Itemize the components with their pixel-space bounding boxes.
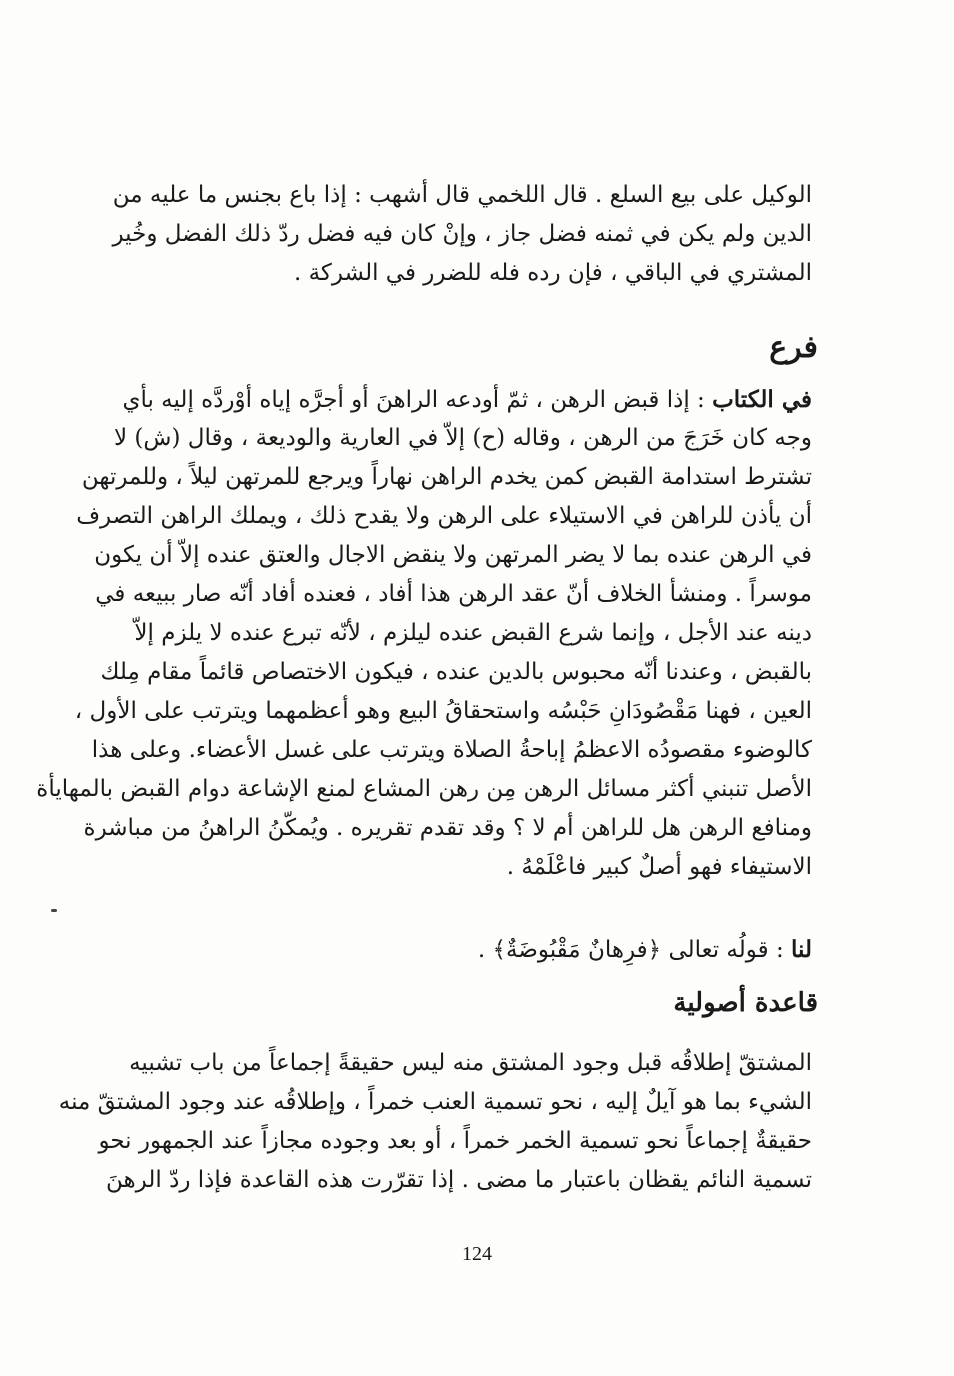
paragraph-line: أن يأذن للراهن في الاستيلاء على الرهن ولا يقدح ذلك ، ويملك الراهن التصرف (76, 503, 812, 529)
paragraph-line: المشتقّ إطلاقُه قبل وجود المشتق منه ليس حقيقةً إجماعاً من باب تشبيه (129, 1050, 812, 1076)
paragraph-wakil (112, 176, 812, 293)
paragraph-mushtaq (58, 1044, 812, 1200)
page-number: 124 (462, 1243, 492, 1265)
paragraph-line: الدين ولم يكن في ثمنه فضل جاز ، وإنْ كان فيه فضل ردّ ذلك الفضل وخُير (112, 221, 812, 247)
paragraph-line: المشتري في الباقي ، فإن رده فله للضرر في الشركة . (293, 260, 812, 286)
paragraph-lana (118, 930, 812, 969)
paragraph-line (118, 930, 812, 969)
paragraph-line: العين ، فهنا مَقْصُودَانِ حَبْسُه واستحقاقُ البيع وهو أعظمهما ويترتب على الأول ، (74, 698, 812, 724)
lead-label-lana: لنا (791, 936, 812, 963)
paragraph-line: تشترط استدامة القبض كمن يخدم الراهن نهاراً ويرجع للمرتهن ليلاً ، وللمرتهن (81, 464, 812, 490)
paragraph-line: بالقبض ، وعندنا أنّه محبوس بالدين عنده ، فيكون الاختصاص قائماً مقام مِلك (100, 659, 812, 685)
quran-quote: : قولُه تعالى ﴿فرِهانٌ مَقْبُوضَةٌ﴾ . (477, 937, 792, 963)
paragraph-line: ومنافع الرهن هل للراهن أم لا ؟ وقد تقدم تقريره . ويُمكّنُ الراهنُ من مباشرة (83, 815, 812, 841)
paragraph-line: موسراً . ومنشأ الخلاف أنّ عقد الرهن هذا أفاد ، فعنده أفاد أنّه صار ببيعه في (95, 581, 812, 607)
paragraph-line: في الرهن عنده بما لا يضر المرتهن ولا ينقض الاجال والعتق عنده إلاّ أن يكون (94, 542, 812, 568)
paragraph-line (118, 380, 812, 419)
paragraph-line: الوكيل على بيع السلع . قال اللخمي قال أشهب : إذا باع بجنس ما عليه من (112, 182, 812, 208)
paragraph-line: تسمية النائم يقظان باعتبار ما مضى . إذا تقرّرت هذه القاعدة فإذا ردّ الرهنَ (106, 1167, 812, 1193)
paragraph-line: كالوضوء مقصودُه الاعظمُ إباحةُ الصلاة ويترتب على غسل الأعضاء. وعلى هذا (91, 737, 812, 763)
paragraph-line: حقيقةٌ إجماعاً نحو تسمية الخمر خمراً ، أو بعد وجوده مجازاً عند الجمهور نحو (98, 1128, 812, 1154)
section-heading-far: فرع (769, 330, 818, 365)
first-line-text: : إذا قبض الرهن ، ثمّ أودعه الراهنَ أو أجرَّه إياه أوْردَّه إليه بأي (122, 387, 713, 413)
scan-speck (51, 909, 57, 912)
paragraph-line: الأصل تنبني أكثر مسائل الرهن مِن رهن المشاع لمنع الإشاعة دوام القبض بالمهايأة (36, 776, 812, 802)
paragraph-line: وجه كان خَرَجَ من الرهن ، وقاله (ح) إلاّ في العارية والوديعة ، وقال (ش) لا (114, 425, 812, 451)
lead-label-kitab: في الكتاب (712, 386, 812, 413)
paragraph-kitab (36, 380, 812, 887)
paragraph-line: دينه عند الأجل ، وإنما شرع القبض عنده ليلزم ، لأنّه تبرع عنده لا يلزم إلاّ (134, 620, 812, 646)
paragraph-line: الاستيفاء فهو أصلٌ كبير فاعْلَمْهُ . (506, 854, 812, 880)
section-heading-qaida: قاعدة أصولية (673, 988, 818, 1018)
paragraph-line: الشيء بما هو آيلٌ إليه ، نحو تسمية العنب خمراً ، وإطلاقُه عند وجود المشتقّ منه (58, 1089, 812, 1115)
